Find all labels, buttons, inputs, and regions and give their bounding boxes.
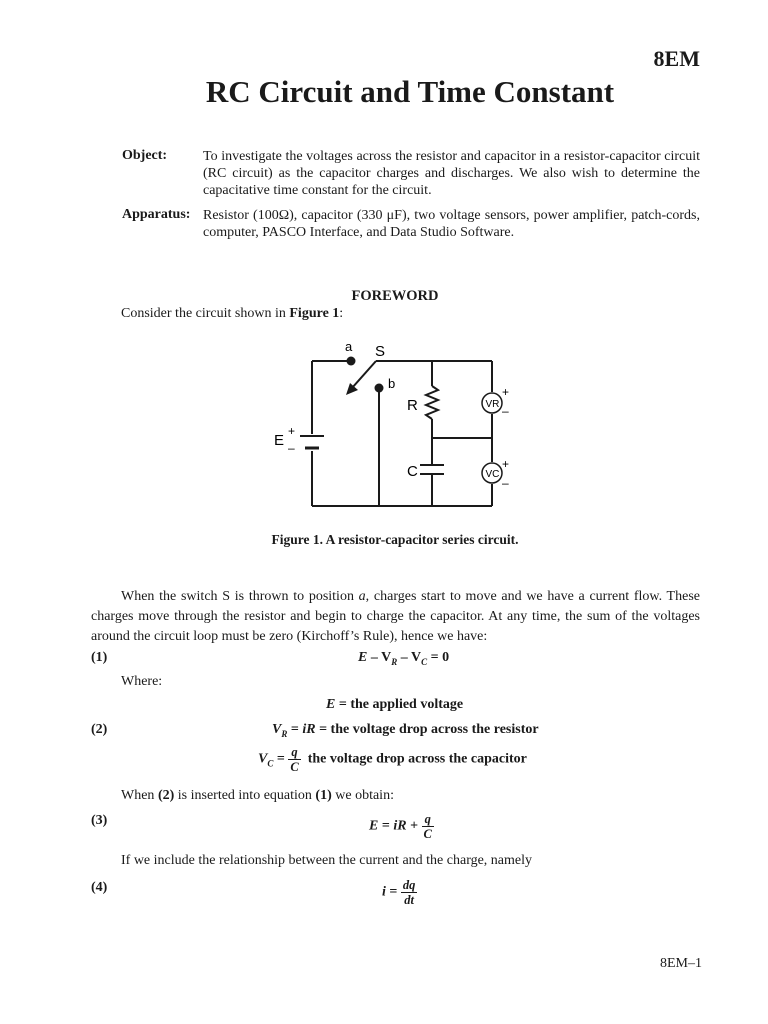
- vc-plus: +: [502, 457, 510, 471]
- equation-number-2: (2): [91, 722, 108, 737]
- voltmeter-r-label: VR: [485, 399, 500, 410]
- vc-fraction: [288, 745, 300, 774]
- eq3-lhs: E: [369, 818, 379, 834]
- equation-4: [382, 878, 417, 907]
- intro-colon: :: [339, 306, 344, 321]
- eq1-part: – V: [367, 650, 392, 665]
- definition-vc: [258, 745, 527, 774]
- vr-var: V: [272, 722, 282, 737]
- vr-sub: R: [281, 728, 288, 739]
- vc-var: V: [258, 751, 268, 767]
- vc-sub: C: [267, 758, 274, 769]
- para1-text-b: , charges start to move and we have a current flow. These charges move through the resistor and begin to charge the capacitor. At any time, the sum of the voltages around the circuit loop must be zero (Kirchoff’s Rule), hence we have:: [91, 589, 700, 644]
- para1-text-a: When the switch S is thrown to position: [121, 589, 359, 604]
- vc-eq: =: [273, 751, 289, 767]
- vr-ir: iR: [302, 722, 316, 737]
- eq1-sub-r: R: [391, 656, 398, 667]
- equation-number-1: (1): [91, 650, 108, 665]
- position-a: a: [358, 589, 366, 604]
- eq4-eq: =: [385, 884, 401, 900]
- switch-arm: [352, 361, 376, 388]
- equation-1: [358, 650, 449, 667]
- eq1-part2: – V: [397, 650, 422, 665]
- foreword-heading: FOREWORD: [351, 288, 439, 304]
- label-r: R: [407, 397, 418, 414]
- vc-minus: –: [502, 476, 509, 490]
- vr-minus: –: [502, 404, 509, 418]
- eq3-plus: +: [406, 818, 422, 834]
- contact-b-dot: [375, 384, 384, 393]
- vc-numerator: q: [288, 745, 300, 760]
- vr-text: = the voltage drop across the resistor: [315, 722, 539, 737]
- insert-ref-1: (1): [315, 788, 332, 803]
- eq3-numerator: q: [422, 812, 434, 827]
- equation-3: [369, 812, 434, 841]
- label-c: C: [407, 463, 418, 480]
- section-code: 8EM: [653, 46, 700, 71]
- insert-text-c: we obtain:: [331, 788, 394, 803]
- label-e: E: [274, 432, 285, 449]
- vr-plus: +: [502, 385, 510, 399]
- eq3-eq: =: [378, 818, 394, 834]
- equation-number-3: (3): [91, 813, 108, 828]
- eq3-ir: iR: [393, 818, 407, 834]
- battery-minus: –: [288, 441, 295, 455]
- paragraph-include: If we include the relationship between the current and the charge, namely: [121, 853, 533, 868]
- battery-plus: +: [288, 424, 296, 438]
- object-text: To investigate the voltages across the resistor and capacitor in a resistor-capacitor circuit (RC circuit) as the capacitor charges and discharges. We also wish to determine the capacitative time constant for the circuit.: [203, 149, 700, 198]
- definition-e: [326, 697, 463, 713]
- figure-caption: Figure 1. A resistor-capacitor series circuit.: [271, 532, 519, 547]
- eq1-e: E: [358, 650, 368, 665]
- vc-text: the voltage drop across the capacitor: [307, 751, 527, 767]
- foreword-intro: [121, 304, 343, 324]
- resistor-zigzag: [426, 386, 438, 419]
- eq1-sub-c: C: [421, 656, 428, 667]
- figure-reference: Figure 1: [289, 306, 340, 321]
- eq1-part3: = 0: [427, 650, 450, 665]
- object-label: Object:: [122, 148, 168, 163]
- insert-text-a: When: [121, 788, 158, 803]
- label-b: b: [388, 376, 396, 391]
- eq4-lhs: i: [382, 884, 386, 900]
- apparatus-label: Apparatus:: [122, 207, 191, 222]
- insert-ref-2: (2): [157, 788, 175, 803]
- def-e-text: = the applied voltage: [335, 697, 464, 712]
- page-number: 8EM–1: [660, 956, 702, 971]
- definition-vr: [272, 722, 539, 739]
- vr-eq: =: [287, 722, 303, 737]
- vc-denominator: C: [290, 760, 299, 774]
- label-a: a: [345, 339, 353, 354]
- paragraph-insert: [121, 786, 394, 806]
- eq4-fraction: [401, 878, 418, 907]
- insert-text-b: is inserted into equation: [174, 788, 316, 803]
- rc-circuit-diagram: [260, 338, 520, 514]
- label-s: S: [375, 343, 386, 360]
- page-title: RC Circuit and Time Constant: [205, 74, 615, 109]
- eq3-fraction: [422, 812, 434, 841]
- contact-a-dot: [347, 357, 356, 366]
- switch-arrow-icon: [346, 383, 358, 395]
- paragraph-kirchoff: [91, 587, 700, 647]
- where-label: Where:: [121, 674, 163, 689]
- apparatus-text: Resistor (100Ω), capacitor (330 μF), two voltage sensors, power amplifier, patch-cords, computer, PASCO Interface, and Data Studio Software.: [203, 208, 700, 240]
- equation-number-4: (4): [91, 880, 108, 895]
- intro-text: Consider the circuit shown in: [121, 306, 290, 321]
- eq4-denominator: dt: [404, 893, 414, 907]
- eq4-numerator: dq: [402, 878, 416, 892]
- eq3-denominator: C: [423, 827, 432, 841]
- def-e-var: E: [326, 697, 336, 712]
- voltmeter-c-label: VC: [485, 469, 500, 480]
